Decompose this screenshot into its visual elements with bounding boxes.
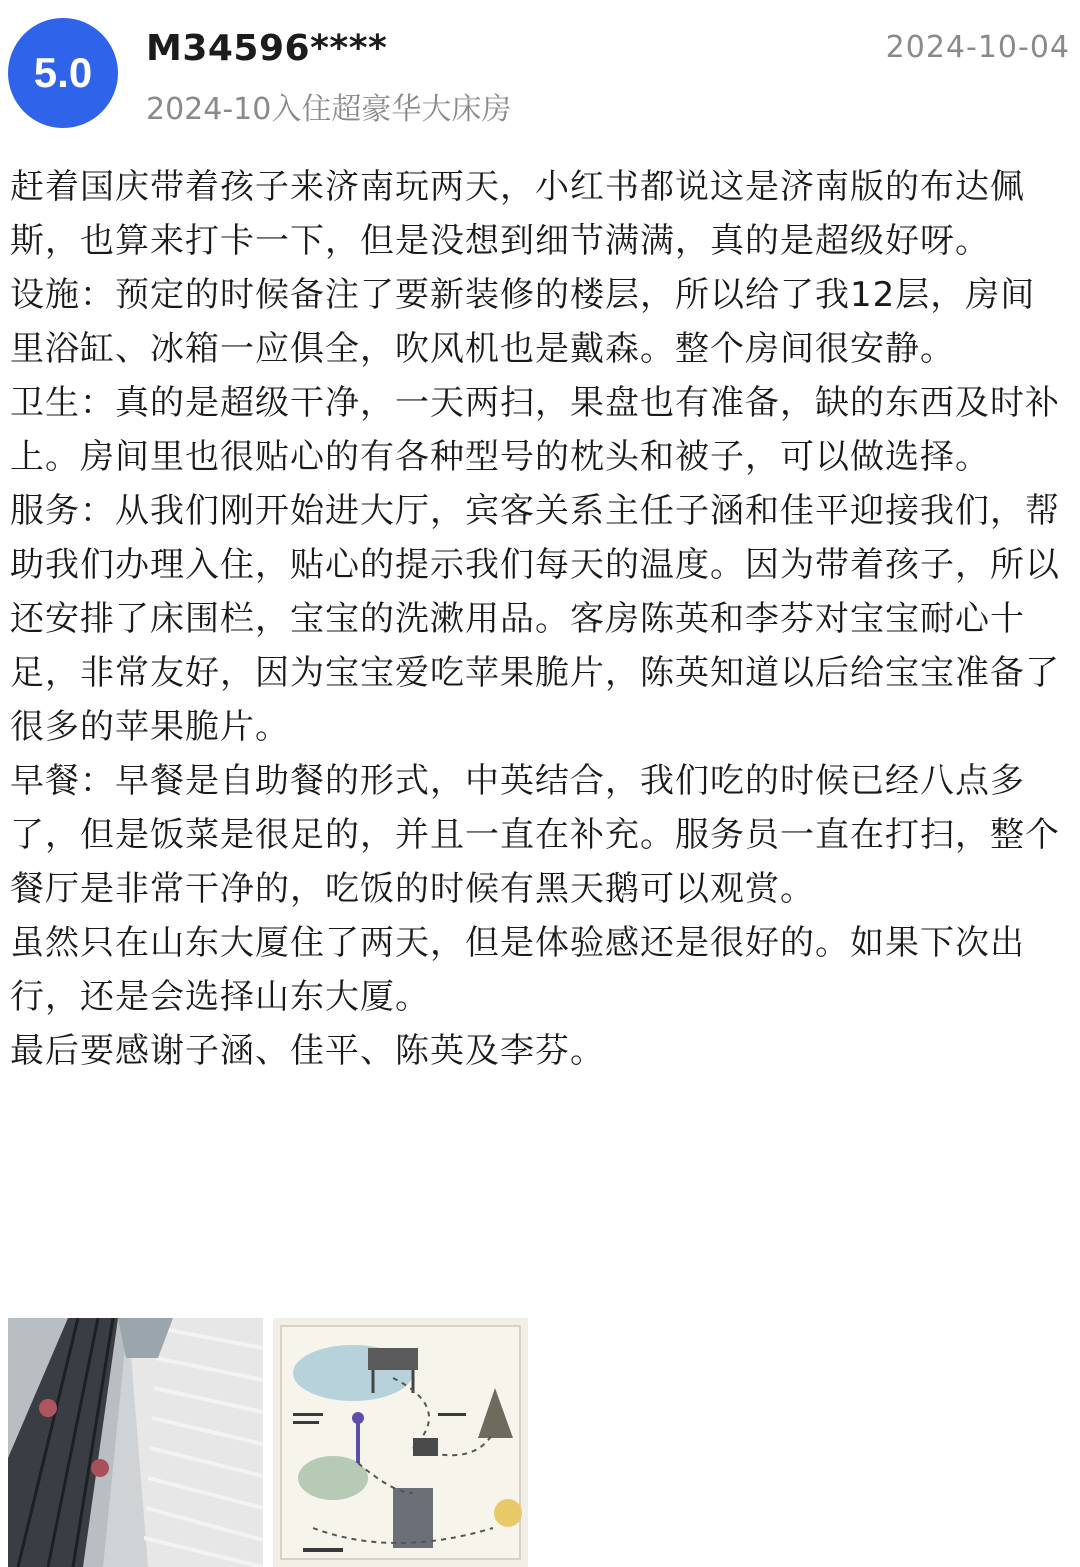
map-illustration [273, 1318, 528, 1567]
atrium-illustration [8, 1318, 263, 1567]
review-date: 2024-10-04 [885, 30, 1070, 65]
review-paragraph-intro: 赶着国庆带着孩子来济南玩两天，小红书都说这是济南版的布达佩斯，也算来打卡一下，但是没想到细节满满，真的是超级好呀。 [10, 167, 1025, 261]
review-header [0, 0, 1080, 140]
rating-score-badge: 5.0 [8, 18, 118, 128]
review-text [10, 160, 1070, 1078]
review-paragraph-service: 服务：从我们刚开始进大厅，宾客关系主任子涵和佳平迎接我们，帮助我们办理入住，贴心的提示我们每天的温度。因为带着孩子，所以还安排了床围栏，宝宝的洗漱用品。客房陈英和李芬对宝宝耐心十足，非常友好，因为宝宝爱吃苹果脆片，陈英知道以后给宝宝准备了很多的苹果脆片。 [10, 491, 1060, 747]
review-paragraph-summary: 虽然只在山东大厦住了两天，但是体验感还是很好的。如果下次出行，还是会选择山东大厦。 [10, 923, 1025, 1017]
review-paragraph-hygiene: 卫生：真的是超级干净，一天两扫，果盘也有准备，缺的东西及时补上。房间里也很贴心的有各种型号的枕头和被子，可以做选择。 [10, 383, 1060, 477]
stay-info: 2024-10入住超豪华大床房 [146, 92, 512, 127]
review-paragraph-breakfast: 早餐：早餐是自助餐的形式，中英结合，我们吃的时候已经八点多了，但是饭菜是很足的，并且一直在补充。服务员一直在打扫，整个餐厅是非常干净的，吃饭的时候有黑天鹅可以观赏。 [10, 761, 1060, 909]
hotel-atrium-photo[interactable] [8, 1318, 263, 1567]
hand-drawn-map-photo[interactable] [273, 1318, 528, 1567]
review-paragraph-thanks: 最后要感谢子涵、佳平、陈英及李芬。 [10, 1031, 605, 1071]
reviewer-name[interactable]: M34596**** [146, 28, 388, 69]
review-photos [8, 1318, 528, 1567]
review-paragraph-facilities: 设施：预定的时候备注了要新装修的楼层，所以给了我12层，房间里浴缸、冰箱一应俱全，吹风机也是戴森。整个房间很安静。 [10, 275, 1036, 369]
